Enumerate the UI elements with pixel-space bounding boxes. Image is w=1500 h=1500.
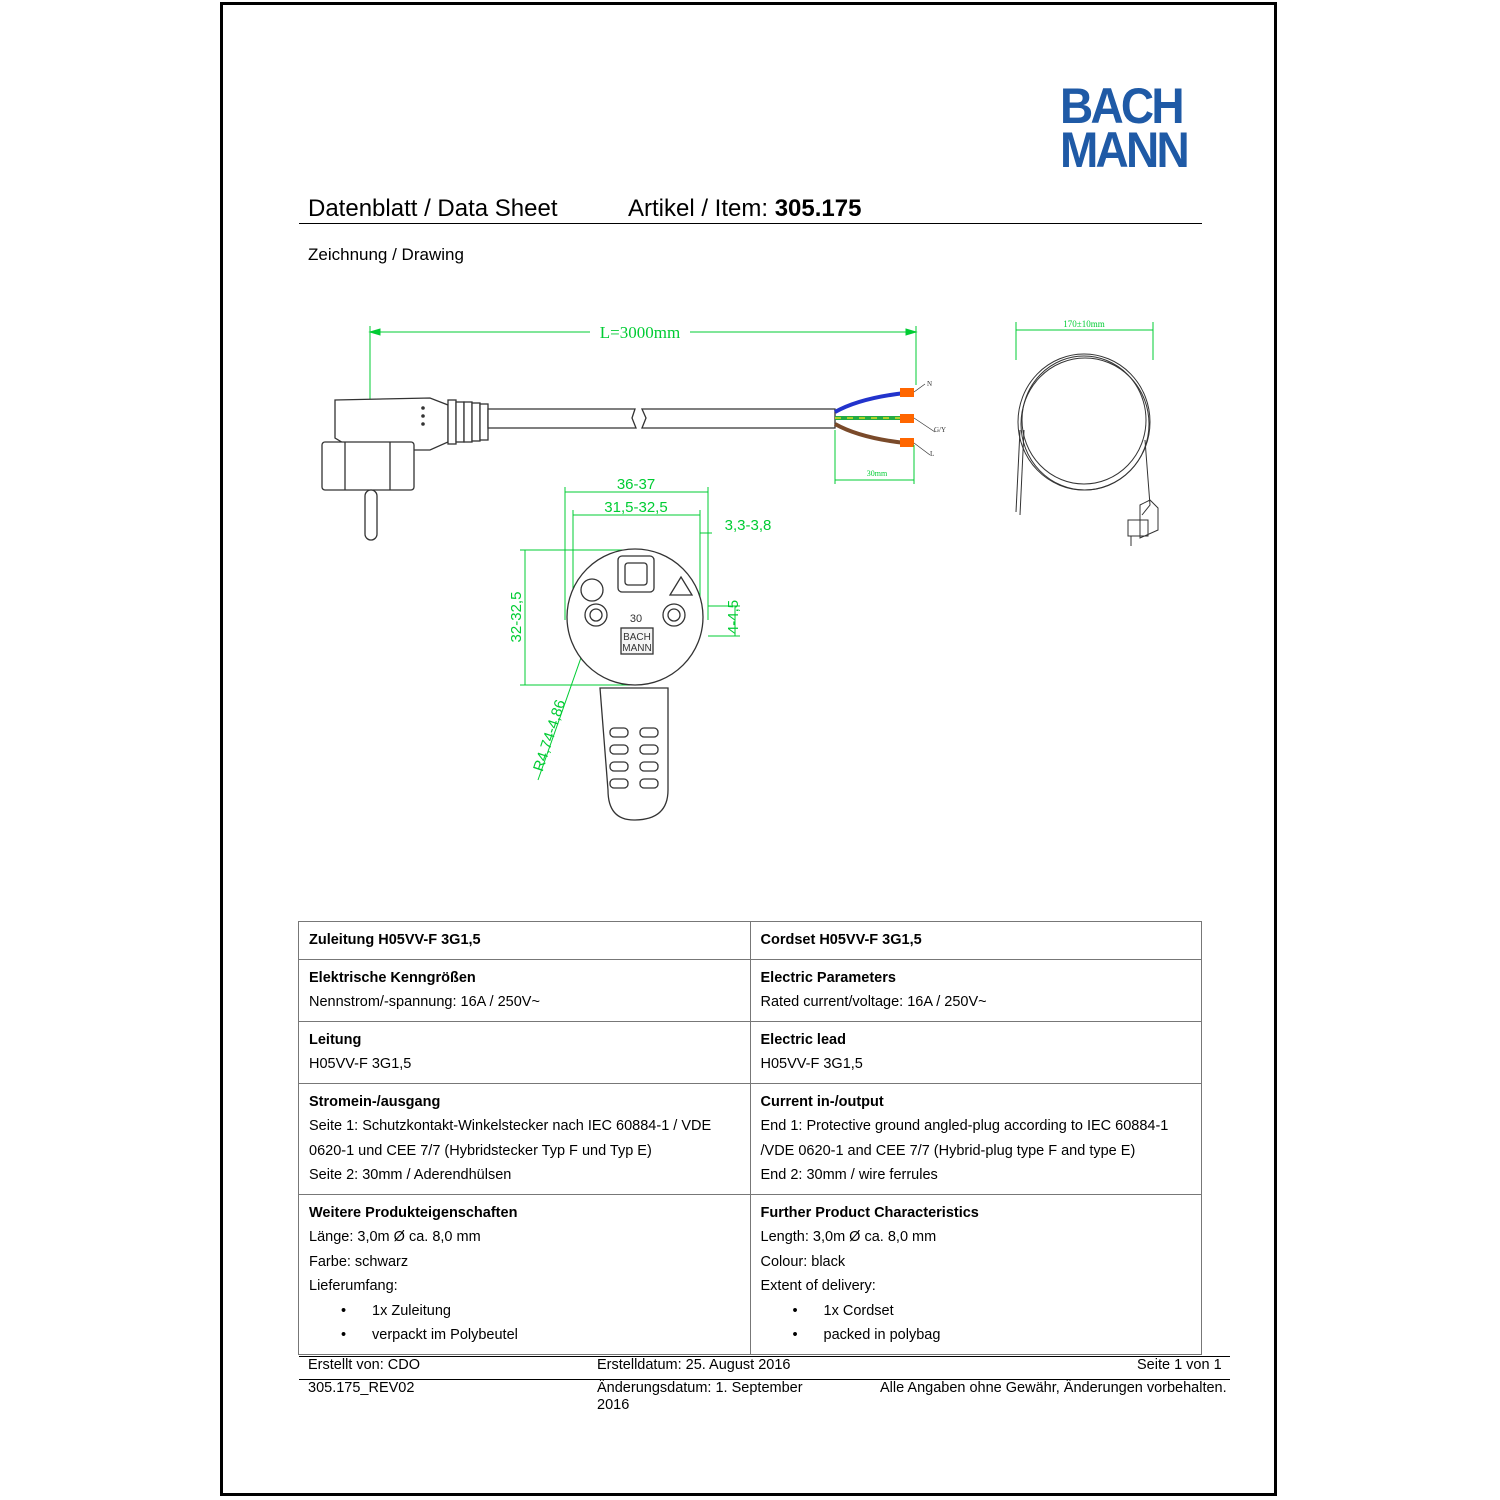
spec-heading: Electric Parameters <box>760 969 896 986</box>
delivery-list <box>761 1299 1192 1348</box>
spec-line: Farbe: schwarz <box>309 1253 409 1270</box>
wire-label-n: N <box>927 380 933 388</box>
spec-line: /VDE 0620-1 and CEE 7/7 (Hybrid-plug type F and type E) <box>760 1142 1136 1159</box>
table-row <box>299 922 1202 960</box>
footer-created-date: Erstelldatum: 25. August 2016 <box>597 1357 791 1373</box>
footer-changed-date-1: Änderungsdatum: 1. September <box>597 1380 803 1396</box>
footer-page: Seite 1 von 1 <box>1137 1357 1222 1373</box>
list-item: • 1x Cordset <box>824 1299 1192 1324</box>
dim-36-37: 36-37 <box>616 476 656 493</box>
footer-changed-date-2: 2016 <box>597 1397 630 1413</box>
spec-line: Length: 3,0m Ø ca. 8,0 mm <box>760 1229 937 1245</box>
coil-label: 170±10mm <box>1063 319 1105 329</box>
spec-line: Länge: 3,0m Ø ca. 8,0 mm <box>309 1229 481 1245</box>
logo-line-1: BACH <box>1060 78 1182 134</box>
spec-line: Extent of delivery: <box>760 1278 876 1294</box>
spec-line: Lieferumfang: <box>309 1278 398 1294</box>
footer-disclaimer: Alle Angaben ohne Gewähr, Änderungen vorbehalten. <box>880 1380 1227 1396</box>
spec-heading: Electric lead <box>760 1031 846 1048</box>
spec-line: Seite 1: Schutzkontakt-Winkelstecker nach IEC 60884-1 / VDE <box>309 1118 712 1134</box>
plug-logo-2: MANN <box>622 643 652 654</box>
spec-line: Rated current/voltage: 16A / 250V~ <box>760 994 987 1010</box>
delivery-list <box>309 1299 740 1348</box>
table-row <box>299 1021 1202 1083</box>
spec-line: End 1: Protective ground angled-plug according to IEC 60884-1 <box>760 1118 1169 1134</box>
spec-heading: Current in-/output <box>760 1093 884 1110</box>
spec-cell-en <box>750 922 1202 960</box>
spec-heading: Cordset H05VV-F 3G1,5 <box>760 932 922 948</box>
plug-dot <box>421 406 425 410</box>
spec-cell-de <box>299 922 751 960</box>
spec-line: H05VV-F 3G1,5 <box>760 1056 863 1072</box>
spec-table <box>298 921 1202 1355</box>
spec-cell-en <box>750 1083 1202 1194</box>
list-item: • packed in polybag <box>824 1323 1192 1348</box>
spec-cell-en <box>750 959 1202 1021</box>
spec-line: Colour: black <box>760 1253 846 1270</box>
plug-marking: 30 <box>629 613 643 625</box>
table-row <box>299 1194 1202 1354</box>
wire-label-gy: G/Y <box>934 426 947 434</box>
plug-dot <box>421 422 425 426</box>
table-row <box>299 959 1202 1021</box>
spec-heading: Elektrische Kenngrößen <box>309 969 476 986</box>
spec-heading: Zuleitung H05VV-F 3G1,5 <box>309 932 481 948</box>
footer-created-by: Erstellt von: CDO <box>308 1357 420 1373</box>
dim-3-3-3-8: 3,3-3,8 <box>724 517 772 534</box>
strip-label: 30mm <box>866 469 888 478</box>
ferrules <box>900 388 914 447</box>
item-number: 305.175 <box>774 195 862 222</box>
spec-cell-en <box>750 1021 1202 1083</box>
item-prefix: Artikel / Item: <box>628 195 775 222</box>
spec-cell-de <box>299 1021 751 1083</box>
wires <box>835 393 905 443</box>
spec-heading: Further Product Characteristics <box>760 1204 979 1221</box>
footer-revision: 305.175_REV02 <box>308 1380 415 1396</box>
plug-logo-1: BACH <box>623 632 651 643</box>
cable-coil <box>1016 354 1158 546</box>
table-row <box>299 1083 1202 1194</box>
spec-cell-en <box>750 1194 1202 1354</box>
spec-line: Nennstrom/-spannung: 16A / 250V~ <box>309 994 540 1010</box>
spec-heading: Stromein-/ausgang <box>309 1093 441 1110</box>
spec-heading: Leitung <box>309 1031 362 1048</box>
spec-line: End 2: 30mm / wire ferrules <box>760 1167 938 1183</box>
wire-label-l: L <box>930 450 935 458</box>
list-item: • verpackt im Polybeutel <box>372 1323 740 1348</box>
dim-32-32-5: 32-32,5 <box>508 591 525 643</box>
plug-dot <box>421 414 425 418</box>
spec-line: 0620-1 und CEE 7/7 (Hybridstecker Typ F und Typ E) <box>309 1142 652 1159</box>
dim-31-5-32-5: 31,5-32,5 <box>604 499 668 516</box>
spec-heading: Weitere Produkteigenschaften <box>309 1204 518 1221</box>
spec-line: Seite 2: 30mm / Aderendhülsen <box>309 1167 512 1183</box>
logo-line-2: MANN <box>1060 122 1187 178</box>
list-item: • 1x Zuleitung <box>372 1299 740 1324</box>
drawing-label: Zeichnung / Drawing <box>308 245 464 264</box>
spec-cell-de <box>299 959 751 1021</box>
spec-cell-de <box>299 1083 751 1194</box>
length-label: L=3000mm <box>599 323 681 342</box>
spec-line: H05VV-F 3G1,5 <box>309 1056 412 1072</box>
wire-leaders <box>914 384 935 455</box>
dim-4-4-5: 4-4,5 <box>725 599 742 635</box>
document-title: Datenblatt / Data Sheet <box>308 195 558 222</box>
dim-radius: R4,74-4,86 <box>530 697 570 774</box>
spec-cell-de <box>299 1194 751 1354</box>
